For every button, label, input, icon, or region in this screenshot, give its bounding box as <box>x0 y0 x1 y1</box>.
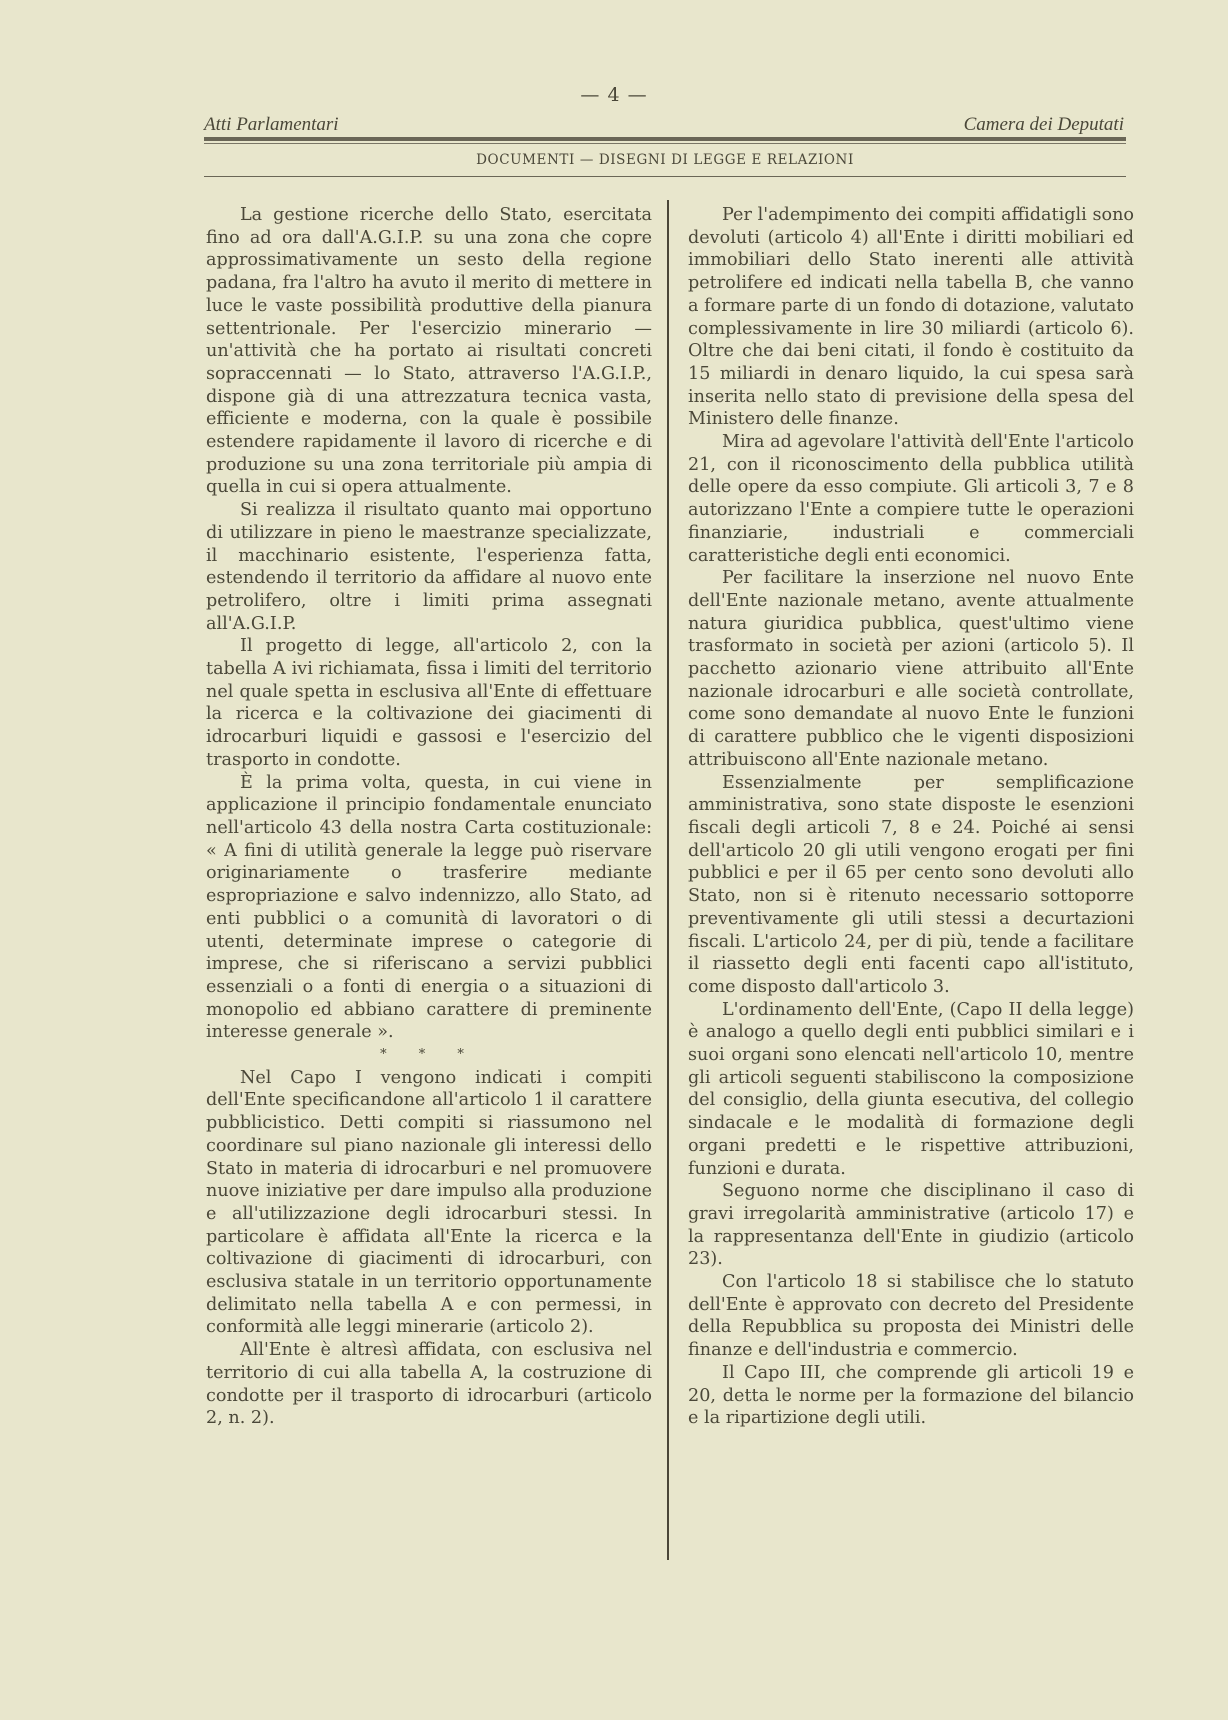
header-rule-thin <box>204 143 1126 144</box>
paragraph: Essenzialmente per semplificazione amministrativa, sono state disposte le esenzioni fiscali degli articoli 7, 8 e 24. Poiché ai sensi dell'articolo 20 gli utili vengono erogati per fini pubblici e per il 65 per cento sono devoluti allo Stato, non si è ritenuto necessario sottoporre preventivamente gli utili stessi a decurtazioni fiscali. L'articolo 24, per di più, tende a facilitare il riassetto degli enti facenti capo all'istituto, come disposto dall'articolo 3. <box>688 772 1134 997</box>
header-right-title: Camera dei Deputati <box>963 114 1124 135</box>
left-column <box>206 204 652 1430</box>
paragraph: Si realizza il risultato quanto mai opportuno di utilizzare in pieno le maestranze specializzate, il macchinario esistente, l'esperienza fatta, estendendo il territorio da affidare al nuovo ente petrolifero, oltre i limiti prima assegnati all'A.G.I.P. <box>206 500 652 634</box>
section-title: DOCUMENTI — DISEGNI DI LEGGE E RELAZIONI <box>476 152 854 168</box>
paragraph: Nel Capo I vengono indicati i compiti dell'Ente specificandone all'articolo 1 il carattere pubblicistico. Detti compiti si riassumono nel coordinare sul piano nazionale gli interessi dello Stato in materia di idrocarburi e nel promuovere nuove iniziative per dare impulso alla produzione e all'utilizzazione degli idrocarburi stessi. In particolare è affidata all'Ente la ricerca e la coltivazione di giacimenti di idrocarburi, con esclusiva statale in un territorio opportunamente delimitato nella tabella A e con permessi, in conformità alle leggi minerarie (articolo 2). <box>206 1067 652 1338</box>
paragraph: Il Capo III, che comprende gli articoli 19 e 20, detta le norme per la formazione del bilancio e la ripartizione degli utili. <box>688 1362 1134 1429</box>
right-column <box>688 204 1134 1430</box>
column-divider <box>667 200 669 1560</box>
header-rule-thick <box>204 137 1126 141</box>
section-separator: * * * <box>380 1047 478 1063</box>
running-header <box>204 114 1124 138</box>
paragraph: Con l'articolo 18 si stabilisce che lo statuto dell'Ente è approvato con decreto del Presidente della Repubblica su proposta dei Ministri delle finanze e dell'industria e commercio. <box>688 1272 1134 1361</box>
paragraph: Seguono norme che disciplinano il caso di gravi irregolarità amministrative (articolo 17) e la rappresentanza dell'Ente in giudizio (articolo 23). <box>688 1181 1134 1270</box>
paragraph: È la prima volta, questa, in cui viene in applicazione il principio fondamentale enunciato nell'articolo 43 della nostra Carta costituzionale: « A fini di utilità generale la legge può riservare originariamente o trasferire mediante espropriazione e salvo indennizzo, allo Stato, ad enti pubblici o a comunità di lavoratori o di utenti, determinate imprese o categorie di imprese, che si riferiscano a servizi pubblici essenziali o a fonti di energia o a situazioni di monopolio ed abbiano carattere di preminente interesse generale ». <box>206 772 652 1043</box>
paragraph: L'ordinamento dell'Ente, (Capo II della legge) è analogo a quello degli enti pubblici similari e i suoi organi sono elencati nell'articolo 10, mentre gli articoli seguenti stabiliscono la composizione del consiglio, della giunta esecutiva, del collegio sindacale e le modalità di formazione degli organi predetti e le rispettive attribuzioni, funzioni e durata. <box>688 999 1134 1179</box>
section-rule <box>204 176 1126 177</box>
paragraph: Mira ad agevolare l'attività dell'Ente l'articolo 21, con il riconoscimento della pubblica utilità delle opere da esso compiute. Gli articoli 3, 7 e 8 autorizzano l'Ente a compiere tutte le operazioni finanziarie, industriali e commerciali caratteristiche degli enti economici. <box>688 432 1134 566</box>
paragraph: Il progetto di legge, all'articolo 2, con la tabella A ivi richiamata, fissa i limiti del territorio nel quale spetta in esclusiva all'Ente di effettuare la ricerca e la coltivazione dei giacimenti di idrocarburi liquidi e gassosi e l'esercizio del trasporto in condotte. <box>206 636 652 770</box>
paragraph: La gestione ricerche dello Stato, esercitata fino ad ora dall'A.G.I.P. su una zona che copre approssimativamente un sesto della regione padana, fra l'altro ha avuto il merito di mettere in luce le vaste possibilità produttive della pianura settentrionale. Per l'esercizio minerario — un'attività che ha portato ai risultati concreti sopraccennati — lo Stato, attraverso l'A.G.I.P., dispone già di una attrezzatura tecnica vasta, efficiente e moderna, con la quale è possibile estendere rapidamente il lavoro di ricerche e di produzione su una zona territoriale più ampia di quella in cui si opera attualmente. <box>206 205 652 498</box>
paragraph: Per l'adempimento dei compiti affidatigli sono devoluti (articolo 4) all'Ente i diritti mobiliari ed immobiliari dello Stato inerenti alle attività petrolifere ed indicati nella tabella B, che vanno a formare parte di un fondo di dotazione, valutato complessivamente in lire 30 miliardi (articolo 6). Oltre che dai beni citati, il fondo è costituito da 15 miliardi in denaro liquido, la cui spesa sarà inserita nello stato di previsione della spesa del Ministero delle finanze. <box>688 205 1134 430</box>
paragraph: Per facilitare la inserzione nel nuovo Ente dell'Ente nazionale metano, avente attualmente natura giuridica pubblica, quest'ultimo viene trasformato in società per azioni (articolo 5). Il pacchetto azionario viene attribuito all'Ente nazionale idrocarburi e alle società controllate, come sono demandate al nuovo Ente le funzioni di carattere pubblico che le vigenti disposizioni attribuiscono all'Ente nazionale metano. <box>688 568 1134 770</box>
paragraph: All'Ente è altresì affidata, con esclusiva nel territorio di cui alla tabella A, la costruzione di condotte per il trasporto di idrocarburi (articolo 2, n. 2). <box>206 1340 652 1429</box>
page-number: — 4 — <box>580 84 648 106</box>
header-left-title: Atti Parlamentari <box>204 114 339 135</box>
